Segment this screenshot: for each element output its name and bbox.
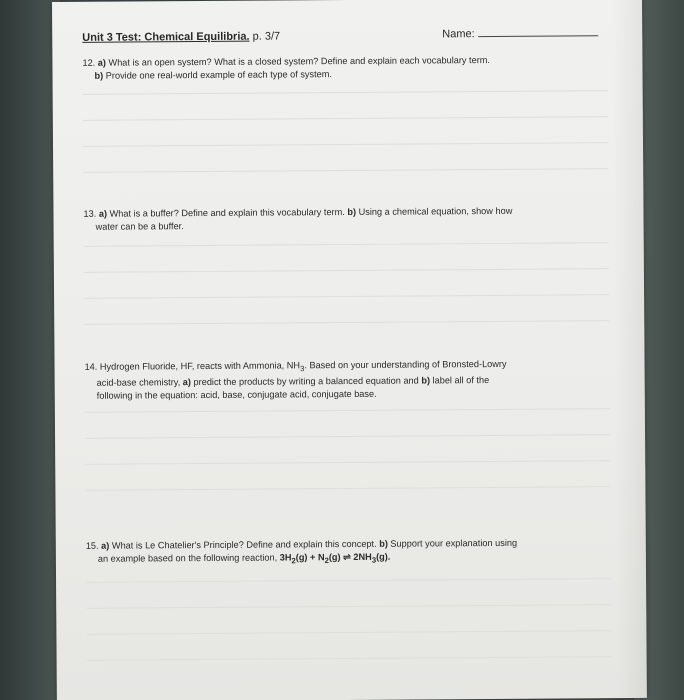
part-b-label: b) xyxy=(94,70,104,81)
question-text: Support your explanation using xyxy=(387,537,518,549)
answer-line xyxy=(87,656,612,661)
answer-line xyxy=(84,242,609,247)
part-b-label: b) xyxy=(347,206,357,218)
question-text: Using a chemical equation, show how xyxy=(356,205,513,217)
answer-line xyxy=(83,90,608,95)
part-b-label: b) xyxy=(421,375,431,386)
part-a-label: a) xyxy=(98,208,108,219)
question-text: Provide one real-world example of each type of system. xyxy=(103,69,333,81)
question-text: predict the products by writing a balanced equation and xyxy=(190,375,422,387)
answer-line xyxy=(83,168,608,173)
question-text: . Based on your understanding of Bronsted-Lowry xyxy=(304,358,507,371)
question-13 xyxy=(83,204,603,234)
part-b-label: b) xyxy=(379,538,388,549)
equilibrium-arrow-icon: ⇌ xyxy=(343,551,351,563)
answer-line xyxy=(85,486,610,491)
question-text: label all of the xyxy=(429,374,490,386)
question-15 xyxy=(86,536,606,568)
background-left xyxy=(0,0,60,700)
name-field xyxy=(442,25,599,40)
answer-line xyxy=(86,630,611,635)
question-text: What is an open system? What is a closed system? Define and explain each vocabulary term. xyxy=(105,55,491,68)
paper-shadow xyxy=(612,0,647,698)
part-a-label: a) xyxy=(101,540,110,551)
question-text: water can be a buffer. xyxy=(95,221,184,232)
question-12 xyxy=(82,53,602,83)
answer-line xyxy=(83,142,608,147)
answer-line xyxy=(85,408,610,413)
question-text: Hydrogen Fluoride, HF, reacts with Ammonia, NH xyxy=(97,360,301,372)
part-a-label: a) xyxy=(182,376,191,387)
test-title: Unit 3 Test: Chemical Equilibria. xyxy=(82,30,250,44)
answer-line xyxy=(85,460,610,465)
page-number: p. 3/7 xyxy=(249,30,281,43)
question-text: What is Le Chatelier's Principle? Define and explain this concept. xyxy=(109,538,380,551)
page-header xyxy=(82,28,627,50)
question-number: 12. xyxy=(82,57,96,68)
question-text: following in the equation: acid, base, conjugate acid, conjugate base. xyxy=(96,388,377,401)
answer-line xyxy=(84,320,609,325)
subscript: 3 xyxy=(300,364,305,374)
reaction-equation: $3H_2(g) + N_2(g)$ ⇌ $2NH_3(g)$. xyxy=(279,551,391,566)
answer-line xyxy=(86,578,611,583)
name-blank-line[interactable] xyxy=(479,25,599,37)
question-number: 15. xyxy=(85,540,99,551)
question-text: acid-base chemistry, xyxy=(96,376,183,388)
part-a-label: a) xyxy=(97,57,106,68)
question-14 xyxy=(85,357,605,402)
name-label: Name: xyxy=(442,28,475,41)
answer-line xyxy=(85,434,610,439)
question-number: 14. xyxy=(84,361,98,372)
question-text: What is a buffer? Define and explain this vocabulary term. xyxy=(106,207,348,219)
question-number: 13. xyxy=(83,208,97,219)
answer-line xyxy=(84,268,609,273)
answer-line xyxy=(84,294,609,299)
question-text: an example based on the following reaction, xyxy=(97,552,280,564)
worksheet-page xyxy=(52,0,647,700)
answer-line xyxy=(86,604,611,609)
answer-line xyxy=(83,116,608,121)
